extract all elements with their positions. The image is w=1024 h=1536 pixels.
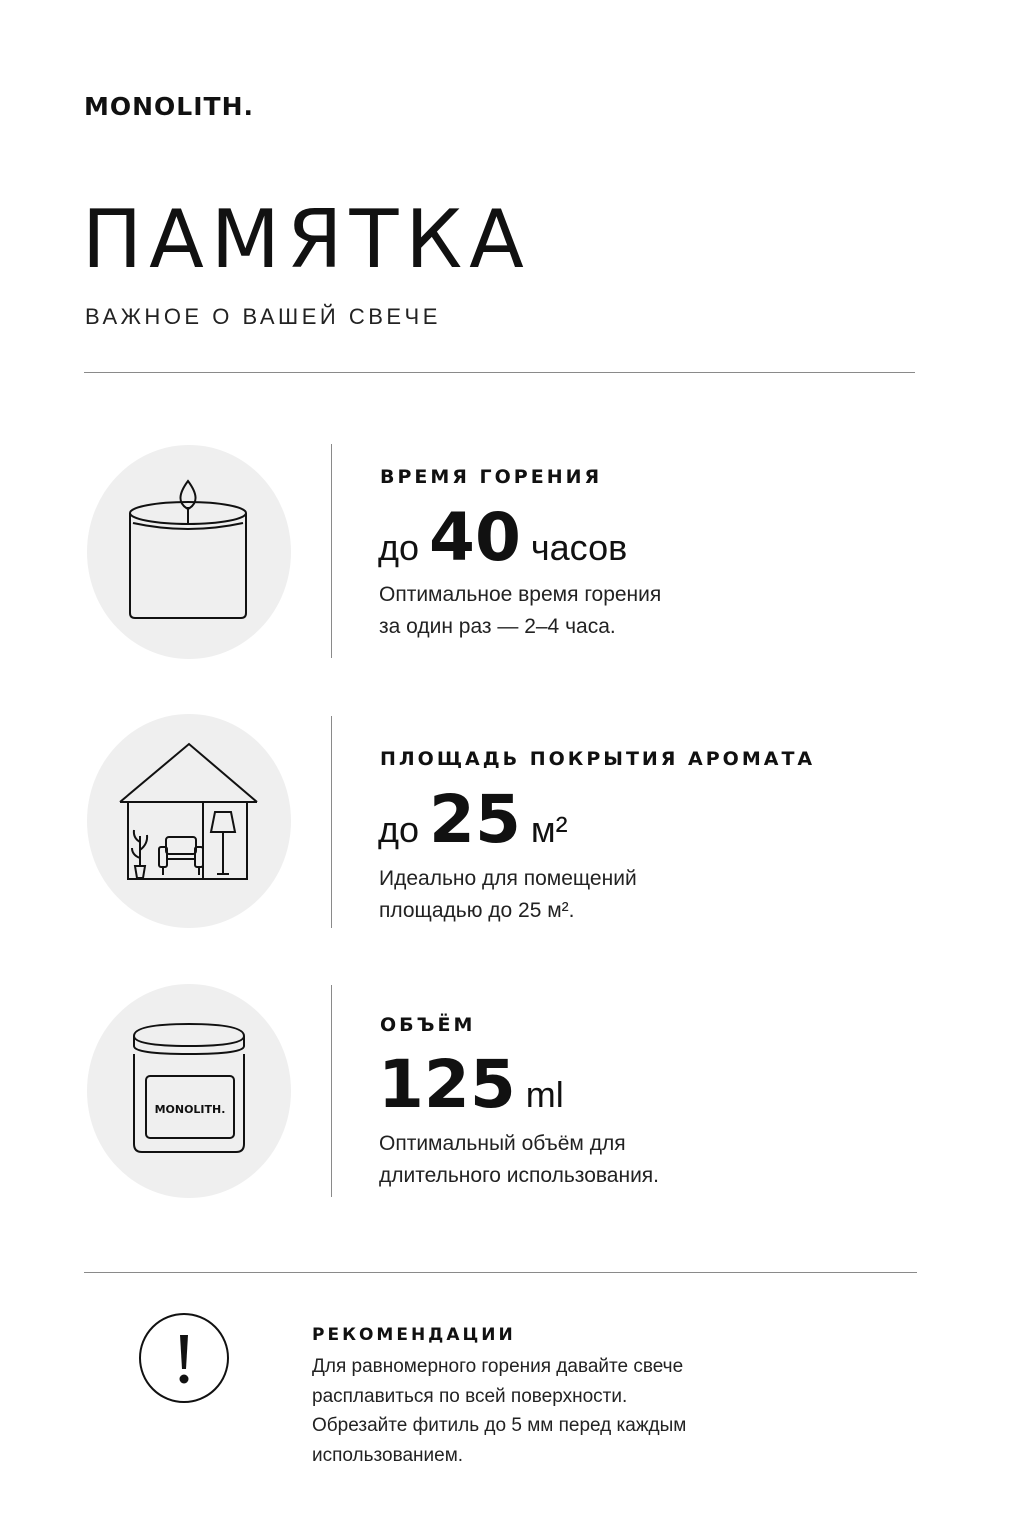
exclamation-icon-circle	[139, 1313, 229, 1403]
page-title: ПАМЯТКА	[82, 193, 531, 286]
metric-value: 125	[378, 1046, 516, 1123]
feature-divider	[331, 985, 332, 1197]
description-line: Оптимальный объём для	[379, 1132, 626, 1155]
description-line: Идеально для помещений	[379, 867, 637, 890]
recommendation-line: Обрезайте фитиль до 5 мм перед каждым	[312, 1415, 687, 1436]
feature-label: ПЛОЩАДЬ ПОКРЫТИЯ АРОМАТА	[380, 748, 816, 770]
divider-top	[84, 372, 915, 373]
metric-value: 25	[429, 781, 521, 858]
metric-unit: часов	[530, 527, 628, 568]
house-icon-circle	[87, 714, 291, 928]
jar-icon	[87, 984, 291, 1198]
description-line: площадью до 25 м².	[379, 899, 575, 922]
metric-unit: ml	[525, 1074, 564, 1115]
feature-description	[379, 863, 799, 927]
description-line: Оптимальное время горения	[379, 583, 662, 606]
metric-value: 40	[429, 499, 521, 576]
jar-icon-circle	[87, 984, 291, 1198]
candle-icon-circle	[87, 445, 291, 659]
feature-metric	[378, 499, 628, 576]
feature-label: ОБЪЁМ	[380, 1014, 476, 1036]
feature-divider	[331, 716, 332, 928]
description-line: длительного использования.	[379, 1164, 660, 1187]
jar-label: MONOLITH.	[154, 1103, 226, 1116]
feature-label: ВРЕМЯ ГОРЕНИЯ	[380, 466, 603, 488]
metric-prefix: до	[378, 809, 420, 850]
divider-bottom	[84, 1272, 917, 1273]
recommendation-line: расплавиться по всей поверхности.	[312, 1385, 628, 1407]
feature-metric	[378, 1046, 564, 1123]
feature-metric	[378, 781, 568, 858]
feature-description	[379, 1128, 799, 1192]
house-icon	[87, 714, 291, 928]
candle-icon	[87, 445, 291, 659]
recommendations-text	[312, 1352, 772, 1470]
recommendation-line: использованием.	[312, 1444, 464, 1466]
recommendations-label: РЕКОМЕНДАЦИИ	[312, 1325, 516, 1345]
exclamation-icon	[141, 1315, 227, 1401]
brand-logo: MONOLITH.	[84, 92, 255, 121]
feature-divider	[331, 444, 332, 658]
metric-prefix: до	[378, 527, 420, 568]
metric-unit: м²	[530, 809, 568, 850]
description-line: за один раз — 2–4 часа.	[379, 615, 616, 638]
feature-description	[379, 579, 799, 643]
page-subtitle: ВАЖНОЕ О ВАШЕЙ СВЕЧЕ	[85, 304, 441, 329]
recommendation-line: Для равномерного горения давайте свече	[312, 1356, 684, 1377]
